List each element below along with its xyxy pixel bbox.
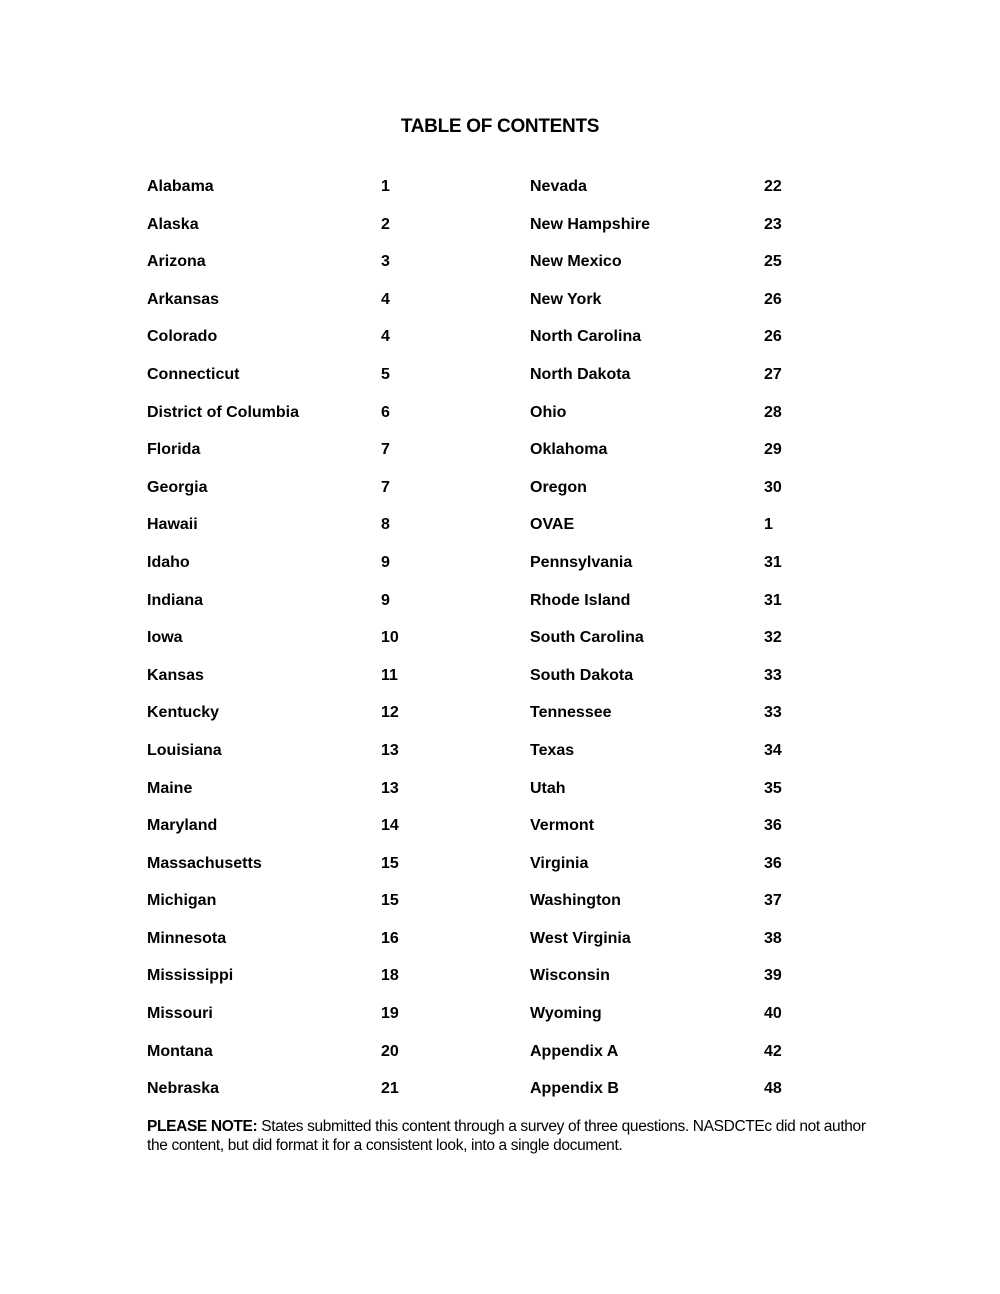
toc-entry-page-number: 40 <box>764 1005 782 1023</box>
note-paragraph <box>147 1117 867 1155</box>
note-text: States submitted this content through a survey of three questions. NASDCTEc did not author the content, but did format it for a consistent look, into a single document. <box>147 1118 866 1154</box>
toc-entry-name: Tennessee <box>530 704 612 722</box>
toc-entry-name: Nevada <box>530 178 587 195</box>
toc-entry-page-number: 3 <box>381 253 390 271</box>
toc-entry-page-number: 5 <box>381 365 390 383</box>
toc-entry-page-number: 6 <box>381 403 390 421</box>
toc-entry-name: Idaho <box>147 553 190 571</box>
toc-entry-name: Kentucky <box>147 704 220 722</box>
toc-entry-name: Florida <box>147 441 201 459</box>
toc-entry-name: New Hampshire <box>530 215 651 233</box>
toc-entry-name: Rhode Island <box>530 591 631 609</box>
toc-entry-page-number: 35 <box>764 779 782 797</box>
toc-entry-name: Kansas <box>147 666 204 684</box>
toc-entry-page-number: 29 <box>764 441 782 459</box>
toc-entry-name: Mississippi <box>147 967 234 985</box>
toc-entry-page-number: 26 <box>764 290 782 308</box>
toc-entry-name: North Carolina <box>530 328 642 346</box>
toc-entry-name: West Virginia <box>530 929 631 947</box>
toc-entry-name: Colorado <box>147 328 218 346</box>
toc-entry-name: Arkansas <box>147 290 220 308</box>
toc-entry-name: Vermont <box>530 817 595 835</box>
toc-entry-name: District of Columbia <box>147 403 300 421</box>
toc-entry-page-number: 8 <box>381 516 390 534</box>
toc-entry-name: Appendix B <box>530 1080 619 1098</box>
toc-entry-name: Maine <box>147 779 193 797</box>
toc-entry-name: OVAE <box>530 516 575 534</box>
toc-entry-name: Indiana <box>147 591 204 609</box>
toc-entry-page-number: 9 <box>381 553 390 571</box>
toc-entry-page-number: 39 <box>764 967 782 985</box>
toc-entry-name: New Mexico <box>530 253 622 271</box>
toc-entry-page-number: 33 <box>764 704 782 722</box>
toc-entry-page-number: 13 <box>381 779 399 797</box>
toc-entry-name: Georgia <box>147 478 208 496</box>
toc-entry-name: Arizona <box>147 253 206 271</box>
toc-entry-page-number: 9 <box>381 591 390 609</box>
note-label: PLEASE NOTE: <box>147 1118 258 1135</box>
toc-entry-page-number: 30 <box>764 478 782 496</box>
toc-entry-name: Louisiana <box>147 741 222 759</box>
toc-entry-page-number: 31 <box>764 553 782 571</box>
toc-entry-name: Michigan <box>147 892 217 910</box>
toc-entry-page-number: 7 <box>381 478 390 496</box>
toc-entry-name: Alabama <box>147 178 214 195</box>
toc-entry-page-number: 14 <box>381 817 399 835</box>
toc-entry-page-number: 11 <box>381 666 398 684</box>
toc-entry-name: Wyoming <box>530 1005 602 1023</box>
toc-entry-name: Oregon <box>530 478 587 496</box>
toc-entry-name: Missouri <box>147 1005 213 1023</box>
toc-entry-name: Appendix A <box>530 1042 619 1060</box>
toc-entry-page-number: 13 <box>381 741 399 759</box>
toc-entry-page-number: 27 <box>764 365 782 383</box>
toc-entry-page-number: 38 <box>764 929 782 947</box>
toc-entry-page-number: 28 <box>764 403 782 421</box>
toc-entry-page-number: 48 <box>764 1080 782 1098</box>
toc-entry-page-number: 26 <box>764 328 782 346</box>
toc-entry-page-number: 36 <box>764 854 782 872</box>
toc-entry-page-number: 18 <box>381 967 399 985</box>
toc-entry-page-number: 1 <box>381 178 390 195</box>
toc-entry-page-number: 37 <box>764 892 782 910</box>
toc-entry-page-number: 34 <box>764 741 782 759</box>
toc-entry-page-number: 23 <box>764 215 782 233</box>
toc-entry-page-number: 36 <box>764 817 782 835</box>
toc-entry-name: South Dakota <box>530 666 634 684</box>
toc-entry-name: Hawaii <box>147 516 198 534</box>
toc-entry-name: North Dakota <box>530 365 631 383</box>
toc-entry-name: Massachusetts <box>147 854 262 872</box>
toc-entry-page-number: 4 <box>381 290 390 308</box>
toc-entry-page-number: 15 <box>381 854 399 872</box>
toc-entry-name: Connecticut <box>147 365 240 383</box>
toc-entry-page-number: 31 <box>764 591 782 609</box>
toc-entry-name: Wisconsin <box>530 967 610 985</box>
toc-entry-name: Iowa <box>147 629 183 647</box>
toc-entry-name: Ohio <box>530 403 567 421</box>
toc-entry-name: Texas <box>530 741 575 759</box>
toc-entry-page-number: 33 <box>764 666 782 684</box>
toc-entry-page-number: 20 <box>381 1042 399 1060</box>
page-title: TABLE OF CONTENTS <box>400 116 600 137</box>
toc-entry-name: Utah <box>530 779 566 797</box>
toc-entry-page-number: 32 <box>764 629 782 647</box>
toc-entry-page-number: 15 <box>381 892 399 910</box>
toc-entry-name: New York <box>530 290 602 308</box>
toc-entry-name: Montana <box>147 1042 213 1060</box>
toc-entry-name: Washington <box>530 892 621 910</box>
toc-entry-page-number: 22 <box>764 178 782 195</box>
toc-entry-name: Nebraska <box>147 1080 220 1098</box>
toc-entry-name: Minnesota <box>147 929 227 947</box>
toc-entry-name: Pennsylvania <box>530 553 633 571</box>
toc-entry-name: Oklahoma <box>530 441 608 459</box>
toc-entry-name: Maryland <box>147 817 218 835</box>
toc-entry-name: Alaska <box>147 215 199 233</box>
toc-entry-page-number: 7 <box>381 441 390 459</box>
toc-entry-page-number: 16 <box>381 929 399 947</box>
toc-entry-page-number: 12 <box>381 704 399 722</box>
toc-entry-page-number: 19 <box>381 1005 399 1023</box>
toc-entry-page-number: 21 <box>381 1080 399 1098</box>
toc-entry-name: South Carolina <box>530 629 644 647</box>
toc-entry-page-number: 1 <box>764 516 773 534</box>
toc-entry-name: Virginia <box>530 854 589 872</box>
toc-entry-page-number: 2 <box>381 215 390 233</box>
toc-entry-page-number: 10 <box>381 629 399 647</box>
toc-entry-page-number: 25 <box>764 253 782 271</box>
toc-entry-page-number: 42 <box>764 1042 782 1060</box>
toc-entry-page-number: 4 <box>381 328 390 346</box>
